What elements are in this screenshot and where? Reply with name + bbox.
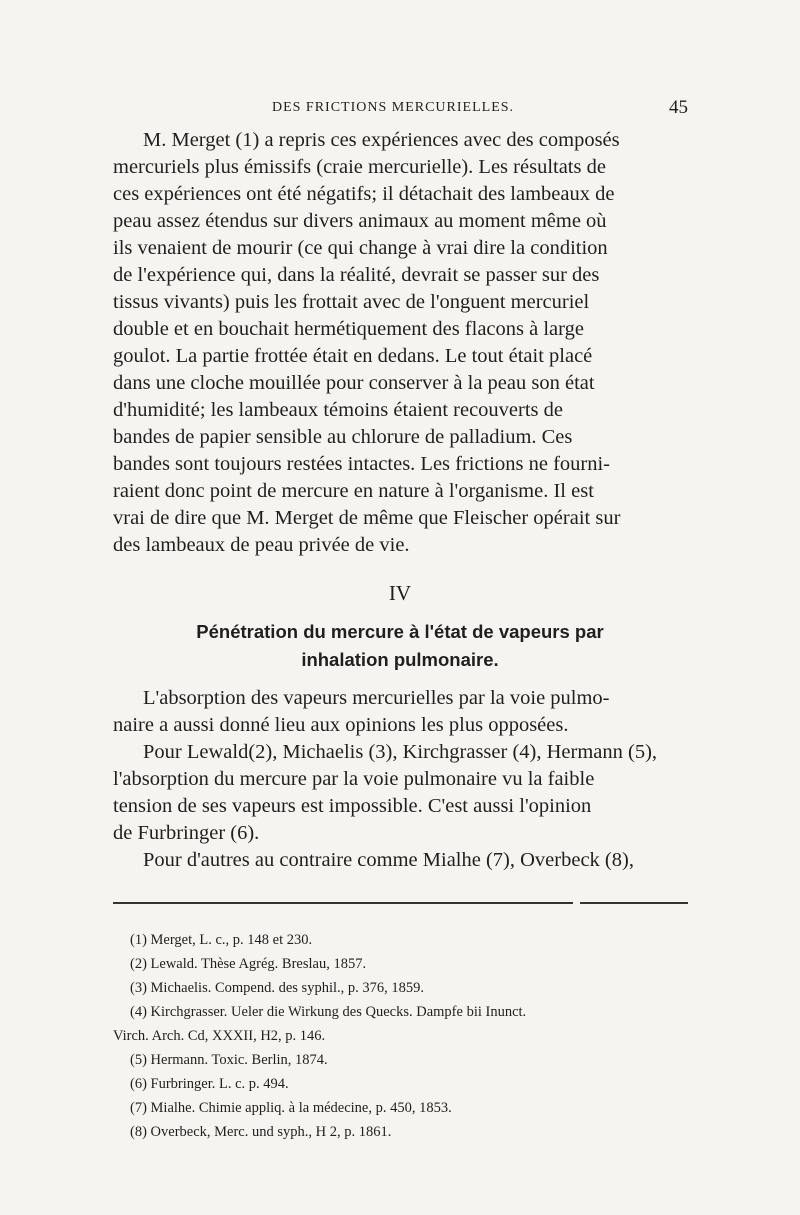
footnote: (8) Overbeck, Merc. und syph., H 2, p. 1861. xyxy=(130,1124,392,1140)
running-header xyxy=(113,97,688,121)
footnote: (4) Kirchgrasser. Ueler die Wirkung des Quecks. Dampfe bii Inunct. xyxy=(130,1004,527,1020)
page-number: 45 xyxy=(669,97,688,118)
text-line: dans une cloche mouillée pour conserver à la peau son état xyxy=(113,372,595,394)
footnote: (3) Michaelis. Compend. des syphil., p. 376, 1859. xyxy=(130,980,425,996)
text-line: naire a aussi donné lieu aux opinions les plus opposées. xyxy=(113,714,569,736)
footnote: (5) Hermann. Toxic. Berlin, 1874. xyxy=(130,1052,328,1068)
text-line: M. Merget (1) a repris ces expériences avec des composés xyxy=(143,129,620,151)
text-line: double et en bouchait hermétiquement des flacons à large xyxy=(113,318,584,340)
text-line: L'absorption des vapeurs mercurielles par la voie pulmo- xyxy=(143,687,610,709)
text-line: bandes de papier sensible au chlorure de palladium. Ces xyxy=(113,426,573,448)
text-line: raient donc point de mercure en nature à l'organisme. Il est xyxy=(113,480,594,502)
text-line: tension de ses vapeurs est impossible. C'est aussi l'opinion xyxy=(113,795,592,817)
text-line: mercuriels plus émissifs (craie mercurielle). Les résultats de xyxy=(113,156,606,178)
text-line: Pour Lewald(2), Michaelis (3), Kirchgrasser (4), Hermann (5), xyxy=(143,741,658,763)
text-line: Pour d'autres au contraire comme Mialhe (7), Overbeck (8), xyxy=(143,849,634,871)
text-line: de l'expérience qui, dans la réalité, devrait se passer sur des xyxy=(113,264,600,286)
text-line: vrai de dire que M. Merget de même que Fleischer opérait sur xyxy=(113,507,621,529)
footnote-rule xyxy=(113,902,573,904)
text-line: d'humidité; les lambeaux témoins étaient recouverts de xyxy=(113,399,563,421)
footnote: Virch. Arch. Cd, XXXII, H2, p. 146. xyxy=(113,1028,326,1044)
section-number: IV xyxy=(388,581,412,605)
footnote: (1) Merget, L. c., p. 148 et 230. xyxy=(130,932,313,948)
section-title-line-2: inhalation pulmonaire. xyxy=(301,649,499,670)
text-line: peau assez étendus sur divers animaux au moment même où xyxy=(113,210,607,232)
footnote: (2) Lewald. Thèse Agrég. Breslau, 1857. xyxy=(130,956,367,972)
text-line: de Furbringer (6). xyxy=(113,822,260,844)
text-line: l'absorption du mercure par la voie pulmonaire vu la faible xyxy=(113,768,595,790)
section-title-line-1: Pénétration du mercure à l'état de vapeurs par xyxy=(196,621,604,642)
text-line: goulot. La partie frottée était en dedans. Le tout était placé xyxy=(113,345,593,367)
footnote-rule xyxy=(580,902,688,904)
text-line: ils venaient de mourir (ce qui change à vrai dire la condition xyxy=(113,237,608,259)
text-line: ces expériences ont été négatifs; il détachait des lambeaux de xyxy=(113,183,615,205)
footnote: (6) Furbringer. L. c. p. 494. xyxy=(130,1076,289,1092)
running-title: DES FRICTIONS MERCURIELLES. xyxy=(271,100,515,115)
text-line: bandes sont toujours restées intactes. Les frictions ne fourni- xyxy=(113,453,610,475)
text-line: des lambeaux de peau privée de vie. xyxy=(113,534,410,556)
text-line: tissus vivants) puis les frottait avec de l'onguent mercuriel xyxy=(113,291,590,313)
footnote: (7) Mialhe. Chimie appliq. à la médecine, p. 450, 1853. xyxy=(130,1100,452,1116)
